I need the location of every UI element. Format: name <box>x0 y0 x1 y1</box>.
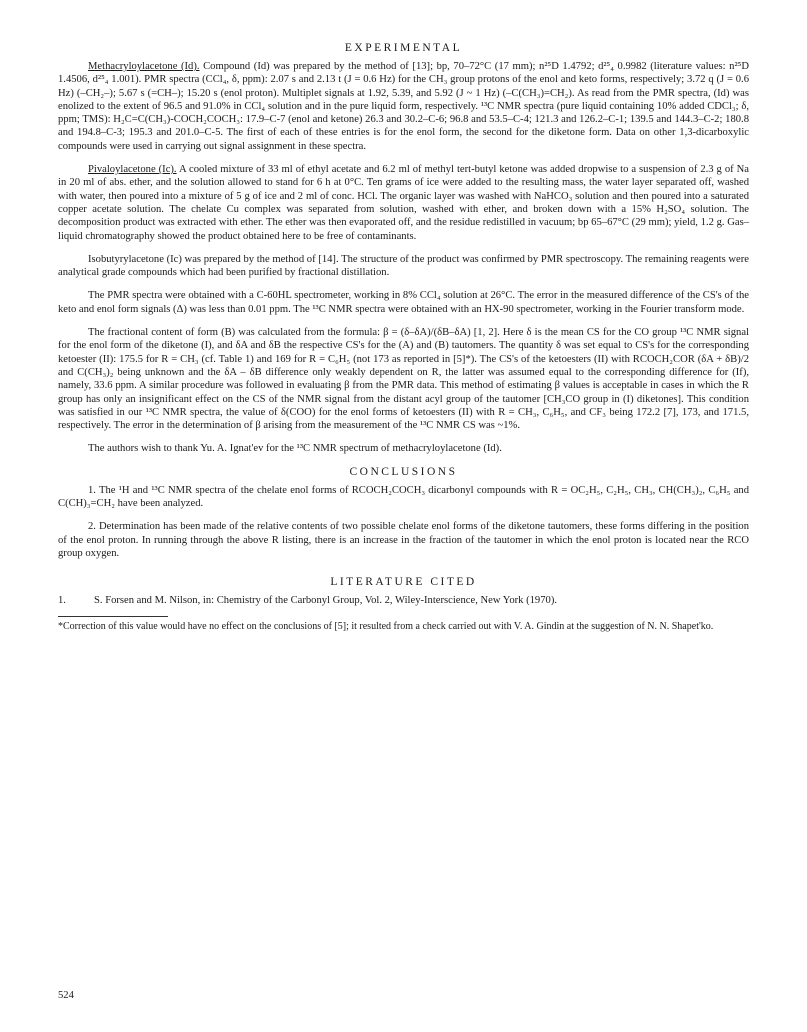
section-heading-literature: LITERATURE CITED <box>330 576 477 589</box>
paragraph-body: A cooled mixture of 33 ml of ethyl acetate and 6.2 ml of methyl tert-butyl ketone was added dropwise to a suspension of 2.3 g of Na in 20 ml of abs. ether, and the solution allowed to stand for 6 h at 0°C. Ten grams of ice were added to the resulting mass, the water layer separated off, washed with water, then poured into a mixture of 5 g of ice and 2 ml of conc. HCl. The organic layer was washed with NaHCO₃ solution and then poured into a saturated copper acetate solution. The chelate Cu complex was separated from solution, washed with ether, and broken down with a 15% H₂SO₄ solution. The decomposition product was extracted with ether. The ether was then evaporated off, and the residue redistilled in vacuum; bp 65–67°C (29 mm); yield, 1.2 g. Gas–liquid chromatography showed the product obtained here to be free of contaminants. <box>58 164 749 242</box>
compound-title-id: Methacryloylacetone (Id). <box>88 61 200 72</box>
paragraph-spectrometers: The PMR spectra were obtained with a C-60HL spectrometer, working in 8% CCl₄ solution at 26°C. The error in the measured difference of the CS's of the keto and enol form signals (Δ) was less than 0.01 ppm. The ¹³C NMR spectra were obtained with an HX-90 spectrometer, working in the Fourier transform mode. <box>58 290 749 315</box>
section-heading-conclusions: CONCLUSIONS <box>349 465 458 478</box>
reference-text: S. Forsen and M. Nilson, in: Chemistry of the Carbonyl Group, Vol. 2, Wiley-Interscience, New York (1970). <box>94 595 558 607</box>
paragraph-acknowledgment: The authors wish to thank Yu. A. Ignat'ev for the ¹³C NMR spectrum of methacryloylacetone (Id). <box>88 443 502 455</box>
reference-item <box>58 594 749 607</box>
conclusion-2: 2. Determination has been made of the relative contents of two possible chelate enol forms of the diketone tautomers, these forms differing in the position of the enol proton. In running through the above R listing, there is an increase in the fraction of the tautomer in which the enol proton is located near the RCO group oxygen. <box>58 521 749 559</box>
footnote: *Correction of this value would have no effect on the conclusions of [5]; it resulted from a check carried out with V. A. Gindin at the suggestion of N. N. Shapet'ko. <box>58 620 714 632</box>
conclusion-1: 1. The ¹H and ¹³C NMR spectra of the chelate enol forms of RCOCH₂COCH₃ dicarbonyl compounds with R = OC₂H₅, C₂H₅, CH₃, CH(CH₃)₂, C₆H₅ and C(CH)₃=CH₂ have been analyzed. <box>58 484 749 510</box>
section-heading-experimental: EXPERIMENTAL <box>344 42 463 54</box>
page-number: 524 <box>58 990 74 1001</box>
reference-number: 1. <box>58 595 66 607</box>
paragraph-body: Compound (Id) was prepared by the method of [13]; bp, 70–72°C (17 mm); n²⁵D 1.4792; d²⁵₄ 0.9982 (literature values: n²⁵D 1.4506, d²⁵₄ 1.001). PMR spectra (CCl₄, δ, ppm): 2.07 s and 2.13 t (J = 0.6 Hz) for the CH₃ group protons of the enol and keto forms, respectively; 3.72 q (J = 0.6 Hz) (–CH₂–); 5.67 s (=CH–); 15.20 s (enol proton). Multiplet signals at 1.92, 5.39, and 5.92 (J ~ 1 Hz) (–C(CH₃)=CH₂). As read from the PMR spectra, (Id) was enolized to the extent of 96.5 and 91.0% in CCl₄ solution and in the pure liquid form, respectively. ¹³C NMR spectra (pure liquid containing 10% added CDCl₃; δ, ppm; TMS): H₂C=C(CH₃)-COCH₂COCH₃: 17.9–C-7 (enol and ketone) 26.3 and 30.2–C-6; 96.8 and 53.5–C-4; 121.3 and 126.2–C-1; 139.5 and 144.3–C-2; 180.8 and 194.8–C-3; 195.3 and 201.0–C-5. The first of each of these entries is for the enol form, the second for the diketone form. Data on other 1,3-dicarboxylic compounds were used in carrying out signal assignment in these spectra. <box>58 61 750 152</box>
paragraph-fractional-content: The fractional content of form (B) was calculated from the formula: β = (δ–δA)/(δB–δA) [1, 2]. Here δ is the mean CS for the CO group ¹³C NMR signal for the enol form of the diketone (I), and δA and δB the respective CS's for the (A) and (B) tautomers. The quantity δ was set equal to CS's for the corresponding ketoester (II): 175.5 for R = CH₃ (cf. Table 1) and 169 for R = C₆H₅ (not 173 as reported in [5]*). The CS's of the ketoesters (II) with RCOCH₂COR (δA + δB)/2 and C(CH₃)₂ being unknown and the δA – δB difference only weakly dependent on R, the latter was assumed equal to the corresponding difference for (If), namely, 33.6 ppm. A similar procedure was followed in evaluating β from the PMR data. This method of estimating β values is acceptable in cases in which the R group has only an insignificant effect on the CS of the NMR signal from the distant acyl group of the tautomer [CH₃CO group in (I) diketones]. This condition was satisfied in our ¹³C NMR spectra, the value of δ(COO) for the enol forms of ketoesters (II) with R = CH₃, C₆H₅, and CF₃ being 172.2 [7], 173, and 171.5, respectively. The error in the determination of β arising from the measurement of the ¹³C NMR CS was ~1%. <box>58 327 749 432</box>
paragraph-pivaloylacetone <box>58 163 749 243</box>
paragraph-methacryloylacetone <box>58 60 749 153</box>
compound-title-ic: Pivaloylacetone (Ic). <box>88 164 177 176</box>
footnote-rule <box>58 616 168 617</box>
paragraph-isobutyrylacetone: Isobutyrylacetone (Ic) was prepared by the method of [14]. The structure of the product was confirmed by PMR spectroscopy. The remaining reagents were analytical grade compounds which had been purified by fractional distillation. <box>58 253 749 279</box>
